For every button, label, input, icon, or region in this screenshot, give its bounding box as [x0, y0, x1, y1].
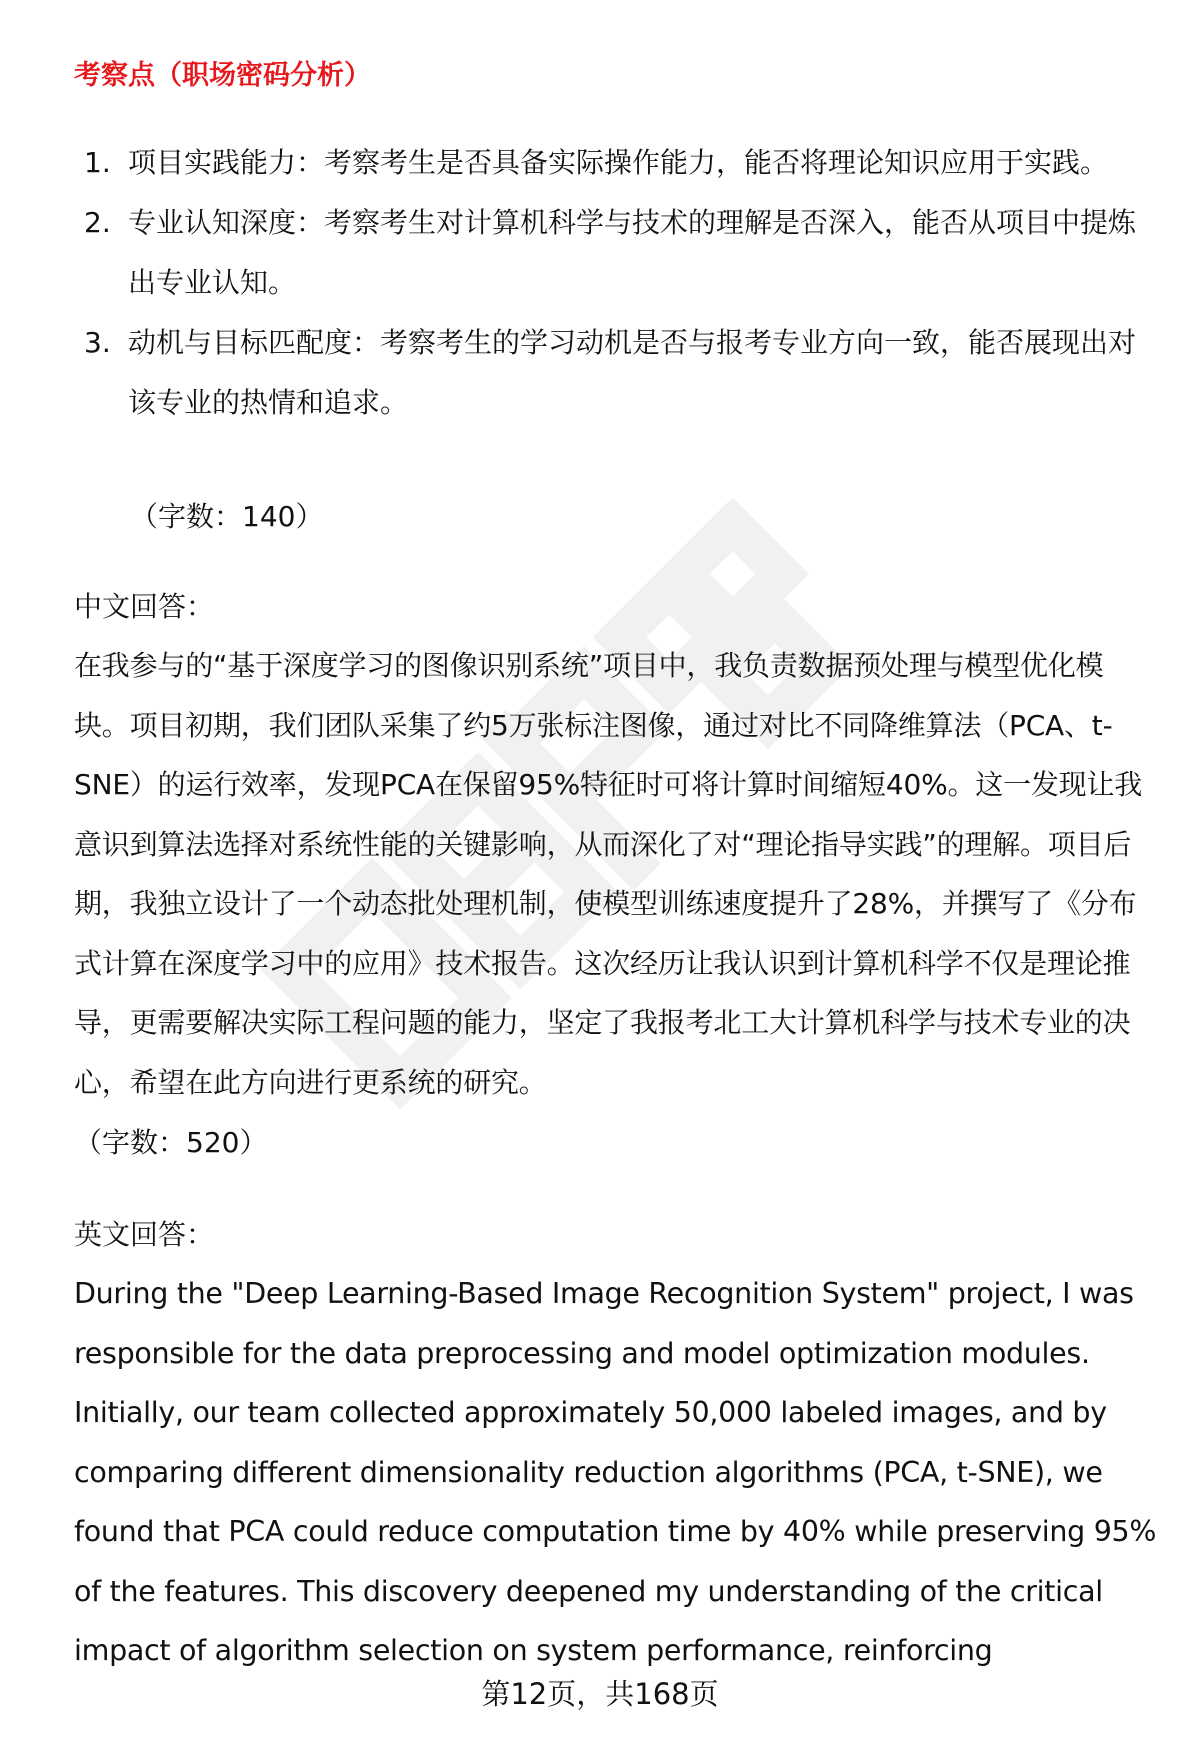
chinese-answer-text: 在我参与的“基于深度学习的图像识别系统”项目中，我负责数据预处理与模型优化模块。项目初期，我们团队采集了约5万张标注图像，通过对比不同降维算法（PCA、t-SNE）的运行效率，发现PCA在保留95%特征时可将计算时间缩短40%。这一发现让我意识到算法选择对系统性能的关键影响，从而深化了对“理论指导实践”的理解。项目后期，我独立设计了一个动态批处理机制，使模型训练速度提升了28%，并撰写了《分布式计算在深度学习中的应用》技术报告。这次经历让我认识到计算机科学不仅是理论推导，更需要解决实际工程问题的能力，坚定了我报考北工大计算机科学与技术专业的决心，希望在此方向进行更系统的研究。 — [74, 649, 1143, 1099]
page-number-footer: 第12页，共168页 — [481, 1677, 719, 1711]
exam-points-list — [84, 133, 1144, 433]
exam-point-number: 2. — [84, 206, 111, 239]
exam-point-item — [84, 133, 1144, 193]
exam-point-number: 3. — [84, 326, 111, 359]
exam-points-title: 考察点（职场密码分析） — [74, 60, 371, 91]
exam-point-number: 1. — [84, 146, 111, 179]
exam-point-text: 动机与目标匹配度：考察考生的学习动机是否与报考专业方向一致，能否展现出对该专业的热情和追求。 — [128, 326, 1137, 419]
exam-points-word-count: （字数：140） — [130, 500, 324, 533]
exam-point-text: 项目实践能力：考察考生是否具备实际操作能力，能否将理论知识应用于实践。 — [128, 146, 1109, 179]
english-answer-label: 英文回答： — [74, 1218, 215, 1251]
english-answer-text: During the "Deep Learning-Based Image Recognition System" project, I was responsible for the data preprocessing and model optimization modules. Initially, our team collected approximately 50,000 labeled images, and by comparing different dimensionality reduction algorithms (PCA, t-SNE), we found that PCA could reduce computation time by 40% while preserving 95% of the features. This discovery deepened my understanding of the critical impact of algorithm selection on system performance, reinforcing — [74, 1277, 1157, 1667]
exam-point-item — [84, 193, 1144, 313]
exam-point-item — [84, 313, 1144, 433]
chinese-answer-word-count: （字数：520） — [74, 1126, 268, 1159]
chinese-answer-label: 中文回答： — [74, 590, 215, 623]
exam-point-text: 专业认知深度：考察考生对计算机科学与技术的理解是否深入，能否从项目中提炼出专业认知。 — [128, 206, 1137, 299]
